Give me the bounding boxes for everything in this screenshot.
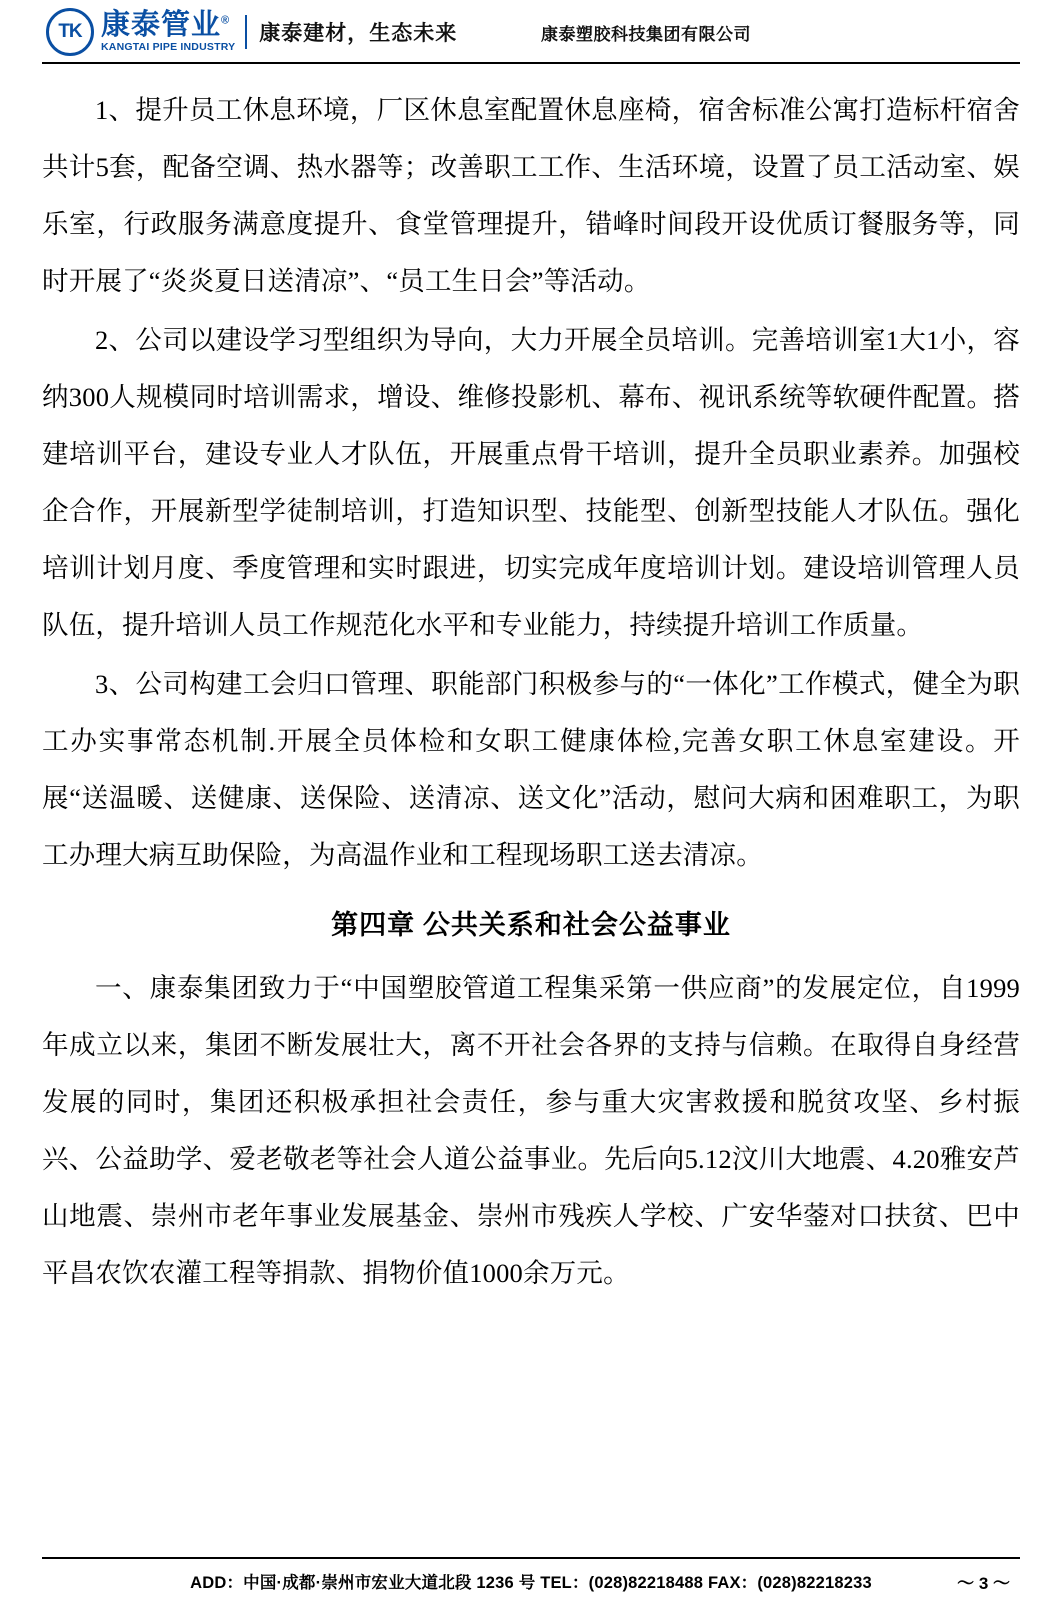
company-full-name: 康泰塑胶科技集团有限公司 — [541, 24, 751, 44]
logo-chinese-name: 康泰管业® — [101, 9, 231, 42]
logo-mark-text: TK — [58, 21, 82, 42]
company-logo — [46, 8, 457, 56]
company-slogan: 康泰建材，生态未来 — [259, 22, 458, 45]
page-footer — [42, 1557, 1020, 1599]
chapter-heading: 第四章 公共关系和社会公益事业 — [331, 910, 731, 940]
logo-wordmark — [101, 11, 235, 53]
logo-divider — [245, 15, 247, 49]
page-header — [42, 0, 1020, 64]
paragraph-3: 3、公司构建工会归口管理、职能部门积极参与的“一体化”工作模式，健全为职工办实事常态机制.开展全员体检和女职工健康体检,完善女职工休息室建设。开展“送温暖、送健康、送保险、送清凉、送文化”活动，慰问大病和困难职工，为职工办理大病互助保险，为高温作业和工程现场职工送去清凉。 — [42, 669, 1020, 870]
paragraph-2: 2、公司以建设学习型组织为导向，大力开展全员培训。完善培训室1大1小，容纳300人规模同时培训需求，增设、维修投影机、幕布、视讯系统等软硬件配置。搭建培训平台，建设专业人才队伍，开展重点骨干培训，提升全员职业素养。加强校企合作，开展新型学徒制培训，打造知识型、技能型、创新型技能人才队伍。强化培训计划月度、季度管理和实时跟进，切实完成年度培训计划。建设培训管理人员队伍，提升培训人员工作规范化水平和专业能力，持续提升培训工作质量。 — [42, 325, 1020, 640]
logo-english-name: KANGTAI PIPE INDUSTRY — [101, 41, 236, 54]
footer-page-number: ～ 3 ～ — [957, 1573, 1010, 1593]
page-content — [42, 64, 1020, 1557]
footer-contact-info: ADD：中国·成都·崇州市宏业大道北段 1236 号 TEL：(028)82218488 FAX：(028)82218233 — [190, 1574, 872, 1592]
logo-emblem-icon — [46, 8, 94, 56]
registered-mark-icon: ® — [221, 14, 231, 27]
paragraph-1: 1、提升员工休息环境，厂区休息室配置休息座椅，宿舍标准公寓打造标杆宿舍共计5套，配备空调、热水器等；改善职工工作、生活环境，设置了员工活动室、娱乐室，行政服务满意度提升、食堂管理提升，错峰时间段开设优质订餐服务等，同时开展了“炎炎夏日送清凉”、“员工生日会”等活动。 — [42, 95, 1020, 296]
paragraph-4: 一、康泰集团致力于“中国塑胶管道工程集采第一供应商”的发展定位，自1999年成立以来，集团不断发展壮大，离不开社会各界的支持与信赖。在取得自身经营发展的同时，集团还积极承担社会责任，参与重大灾害救援和脱贫攻坚、乡村振兴、公益助学、爱老敬老等社会人道公益事业。先后向5.12汶川大地震、4.20雅安芦山地震、崇州市老年事业发展基金、崇州市残疾人学校、广安华蓥对口扶贫、巴中平昌农饮农灌工程等捐款、捐物价值1000余万元。 — [42, 973, 1020, 1288]
